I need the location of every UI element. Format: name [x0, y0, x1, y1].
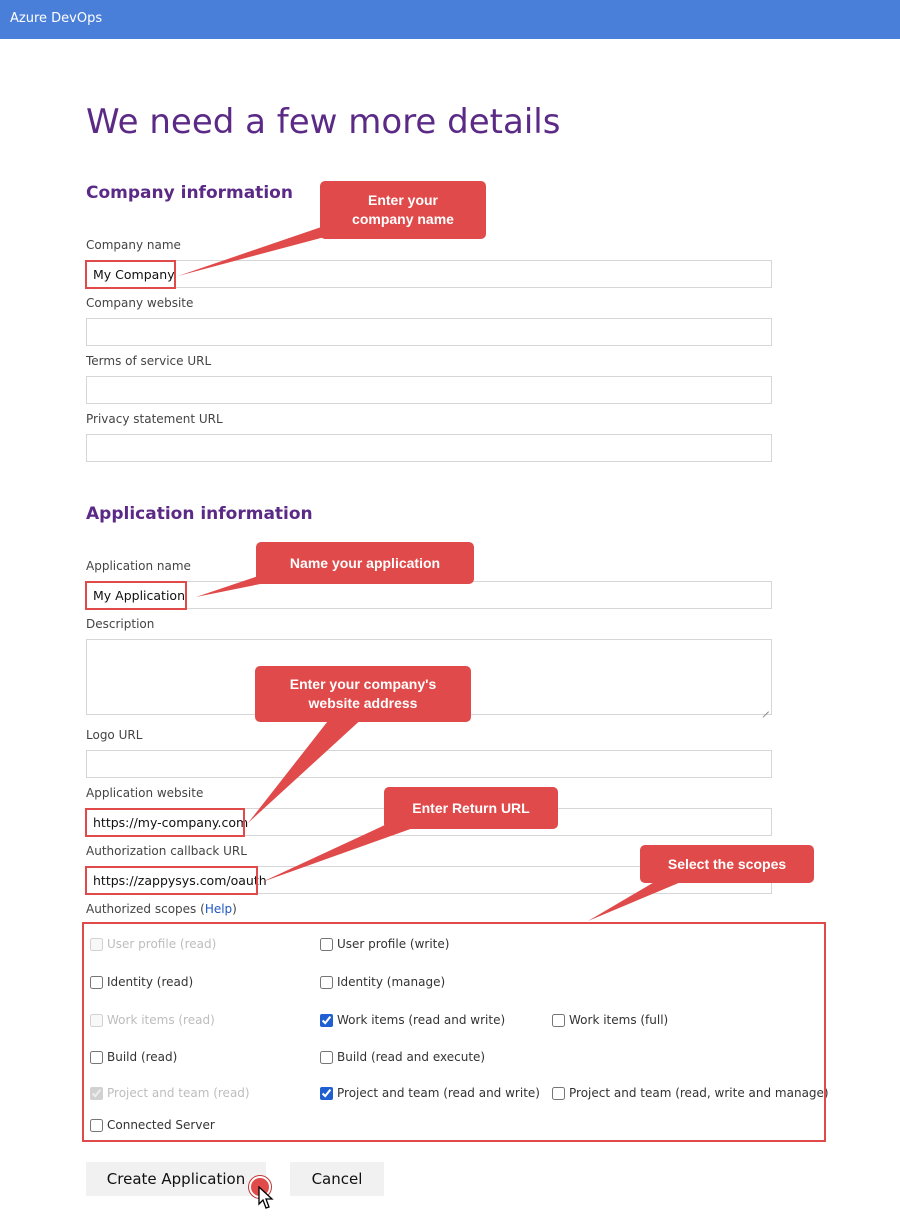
callout-text: website address	[308, 695, 418, 711]
scopes-help-link[interactable]: Help	[204, 902, 233, 916]
callout-text: Enter Return URL	[412, 799, 530, 816]
scope-label: Identity (manage)	[337, 975, 446, 989]
app-title[interactable]: Azure DevOps	[10, 11, 103, 26]
scope-label: Work items (read and write)	[337, 1013, 506, 1027]
scope-label: Project and team (read and write)	[337, 1086, 540, 1100]
help-paren-close: )	[232, 902, 237, 916]
scopes-callout	[640, 845, 814, 883]
callout-text: Name your application	[289, 554, 441, 571]
application-info-heading: Application information	[86, 504, 313, 524]
return-url-callout	[384, 787, 558, 829]
app-name-callout	[256, 542, 474, 584]
application-website-label: Application website	[86, 786, 204, 800]
description-label: Description	[86, 617, 155, 631]
tos-url-label: Terms of service URL	[86, 354, 212, 368]
create-application-button[interactable]: Create Application	[86, 1162, 266, 1196]
scope-label: Build (read and execute)	[337, 1050, 486, 1064]
website-callout	[255, 666, 471, 722]
company-info-heading: Company information	[86, 183, 293, 203]
scope-label: Identity (read)	[107, 975, 194, 989]
application-name-label: Application name	[86, 559, 191, 573]
callout-text: Select the scopes	[667, 855, 787, 872]
callout-text: Enter your company's	[289, 676, 437, 693]
callback-url-label: Authorization callback URL	[86, 844, 247, 858]
callout-text: company name	[352, 211, 454, 227]
privacy-url-label: Privacy statement URL	[86, 412, 223, 426]
scope-label: Connected Server	[107, 1118, 215, 1132]
cancel-button[interactable]: Cancel	[290, 1162, 384, 1196]
company-website-label: Company website	[86, 296, 194, 310]
scope-label: Work items (read)	[107, 1013, 215, 1027]
company-name-label: Company name	[86, 238, 181, 252]
logo-url-label: Logo URL	[86, 728, 143, 742]
mouse-cursor-icon	[258, 1186, 274, 1210]
scope-label: Build (read)	[107, 1050, 178, 1064]
authorized-scopes-text: Authorized scopes	[86, 902, 197, 916]
scope-label: Project and team (read, write and manage)	[569, 1086, 829, 1100]
company-name-callout	[320, 181, 486, 239]
scope-label: Work items (full)	[569, 1013, 669, 1027]
callout-text: Enter your	[367, 192, 438, 209]
page-title: We need a few more details	[86, 102, 561, 142]
help-paren-open: (	[200, 902, 205, 916]
website-callout-pointer	[248, 712, 365, 823]
scope-label: User profile (read)	[107, 937, 217, 951]
scope-label: Project and team (read)	[107, 1086, 250, 1100]
scope-label: User profile (write)	[337, 937, 450, 951]
